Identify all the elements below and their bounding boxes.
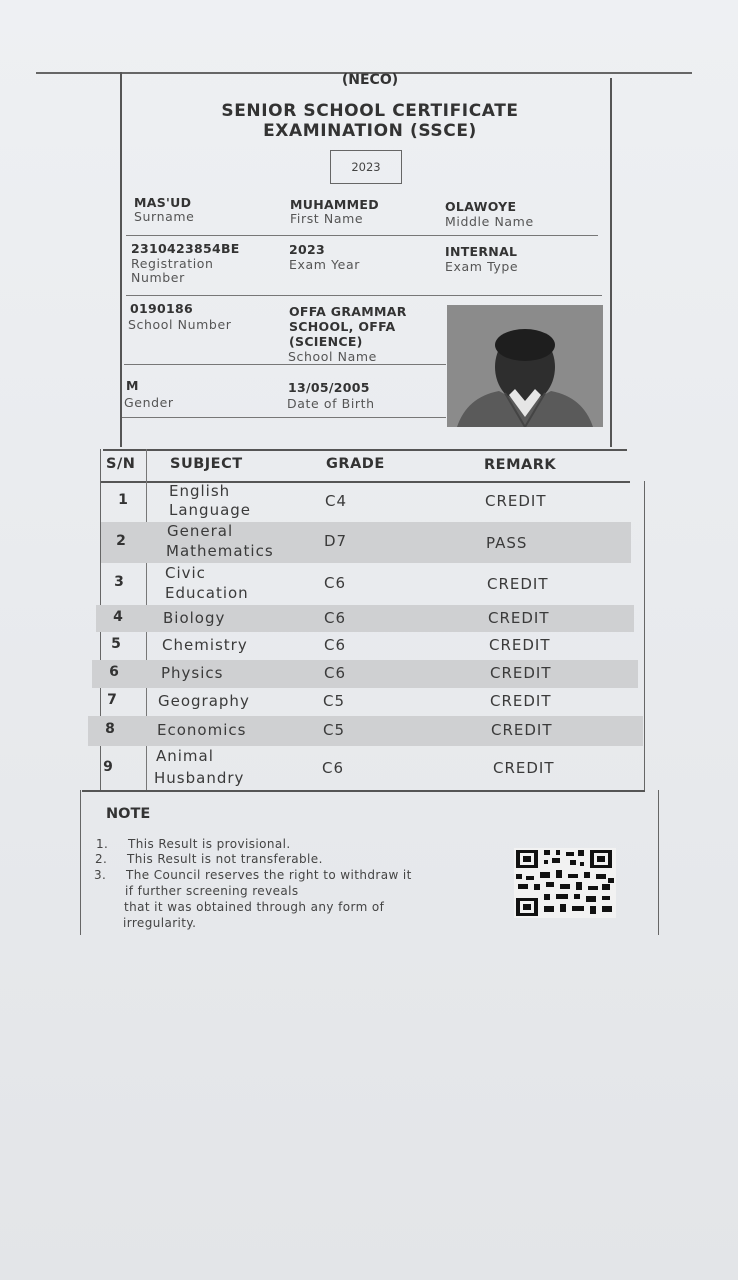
row-remark: CREDIT — [491, 721, 553, 739]
note-num-2: 2. — [95, 852, 108, 866]
row-grade: C5 — [323, 721, 346, 739]
col-header-grade: GRADE — [326, 456, 385, 472]
row-sn: 7 — [107, 692, 117, 708]
exam-type-label: Exam Type — [445, 259, 519, 274]
table-row — [92, 660, 638, 688]
note-title: NOTE — [106, 806, 151, 822]
row-grade: C5 — [323, 692, 346, 710]
middle-name-label: Middle Name — [445, 214, 534, 229]
row-grade: C6 — [324, 574, 347, 592]
school-name-line1: OFFA GRAMMAR — [289, 304, 407, 319]
row-remark: CREDIT — [489, 636, 551, 654]
row-remark: CREDIT — [488, 609, 550, 627]
row-sn: 9 — [103, 759, 113, 775]
row-subject-1: English — [169, 482, 231, 500]
row-sn: 4 — [113, 609, 123, 625]
first-name-value: MUHAMMED — [290, 197, 379, 212]
row-sn: 1 — [118, 492, 128, 508]
surname-label: Surname — [134, 209, 195, 224]
row-subject-1: Animal — [156, 747, 214, 765]
row-grade: D7 — [324, 532, 348, 550]
year-value: 2023 — [351, 160, 381, 174]
row-subject-2: Husbandry — [154, 769, 245, 787]
note-text-3a: The Council reserves the right to withdraw it — [126, 868, 412, 882]
row-sn: 5 — [111, 636, 121, 652]
person-silhouette-icon — [447, 305, 603, 427]
gender-value: M — [126, 378, 139, 393]
page-title-line2: EXAMINATION (SSCE) — [263, 121, 477, 141]
row-remark: PASS — [486, 534, 528, 552]
registration-label-1: Registration — [131, 256, 214, 271]
row-subject-1: Geography — [158, 692, 250, 710]
dob-label: Date of Birth — [287, 396, 375, 411]
col-header-sn: S/N — [106, 456, 136, 472]
exam-year-label: Exam Year — [289, 257, 360, 272]
note-text-3d: irregularity. — [123, 916, 197, 930]
divider-4 — [122, 417, 446, 418]
row-subject-2: Education — [165, 584, 249, 602]
year-box — [330, 150, 402, 184]
row-grade: C4 — [325, 492, 348, 510]
note-text-2: This Result is not transferable. — [127, 852, 323, 866]
row-subject-1: Civic — [165, 564, 206, 582]
table-row — [96, 605, 634, 632]
exam-body: (NECO) — [341, 72, 399, 88]
table-row — [88, 716, 643, 746]
right-border — [610, 78, 612, 447]
candidate-photo — [447, 305, 603, 427]
row-subject-1: General — [167, 522, 234, 540]
note-num-3: 3. — [94, 868, 107, 882]
row-remark: CREDIT — [490, 692, 552, 710]
row-remark: CREDIT — [493, 759, 555, 777]
row-subject-2: Language — [169, 501, 252, 519]
note-text-1: This Result is provisional. — [128, 837, 291, 851]
table-row — [101, 522, 631, 563]
row-subject-1: Biology — [163, 609, 226, 627]
row-subject-1: Economics — [157, 721, 247, 739]
col-header-subject: SUBJECT — [170, 456, 243, 472]
divider-3 — [124, 364, 446, 365]
exam-year-value: 2023 — [289, 242, 325, 257]
note-left-border — [80, 790, 81, 935]
note-right-border — [658, 790, 659, 935]
note-text-3c: that it was obtained through any form of — [124, 900, 385, 914]
school-name-label: School Name — [288, 349, 377, 364]
table-row — [86, 746, 644, 790]
middle-name-value: OLAWOYE — [445, 199, 517, 214]
table-right-border — [644, 481, 645, 791]
left-border — [120, 72, 122, 447]
row-grade: C6 — [322, 759, 345, 777]
dob-value: 13/05/2005 — [288, 380, 370, 395]
table-row — [101, 563, 644, 605]
table-row — [90, 688, 641, 716]
row-grade: C6 — [324, 609, 347, 627]
school-number-value: 0190186 — [130, 301, 193, 316]
row-sn: 2 — [116, 533, 126, 549]
qr-code-icon[interactable] — [514, 848, 616, 918]
row-sn: 6 — [109, 664, 119, 680]
note-text-3b: if further screening reveals — [125, 884, 299, 898]
row-subject-1: Physics — [161, 664, 224, 682]
divider-1 — [126, 235, 598, 236]
table-bottom-rule — [82, 790, 645, 792]
page-title-line1: SENIOR SCHOOL CERTIFICATE — [221, 101, 519, 121]
row-grade: C6 — [324, 636, 347, 654]
note-num-1: 1. — [96, 837, 109, 851]
registration-label-2: Number — [131, 270, 185, 285]
row-subject-1: Chemistry — [162, 636, 248, 654]
row-sn: 3 — [114, 574, 124, 590]
row-remark: CREDIT — [487, 575, 549, 593]
table-row — [101, 482, 644, 522]
table-top-rule — [103, 449, 627, 451]
row-remark: CREDIT — [485, 492, 547, 510]
surname-value: MAS'UD — [134, 195, 192, 210]
registration-value: 2310423854BE — [131, 241, 240, 256]
exam-type-value: INTERNAL — [445, 244, 518, 259]
table-row — [94, 632, 639, 660]
school-number-label: School Number — [128, 317, 232, 332]
gender-label: Gender — [124, 395, 174, 410]
qr-code-graphic — [514, 848, 616, 918]
divider-2 — [126, 295, 602, 296]
col-header-remark: REMARK — [484, 457, 557, 473]
first-name-label: First Name — [290, 211, 364, 226]
row-sn: 8 — [105, 721, 115, 737]
row-remark: CREDIT — [490, 664, 552, 682]
school-name-line3: (SCIENCE) — [289, 334, 363, 349]
row-subject-2: Mathematics — [166, 542, 274, 560]
school-name-line2: SCHOOL, OFFA — [289, 319, 396, 334]
row-grade: C6 — [324, 664, 347, 682]
